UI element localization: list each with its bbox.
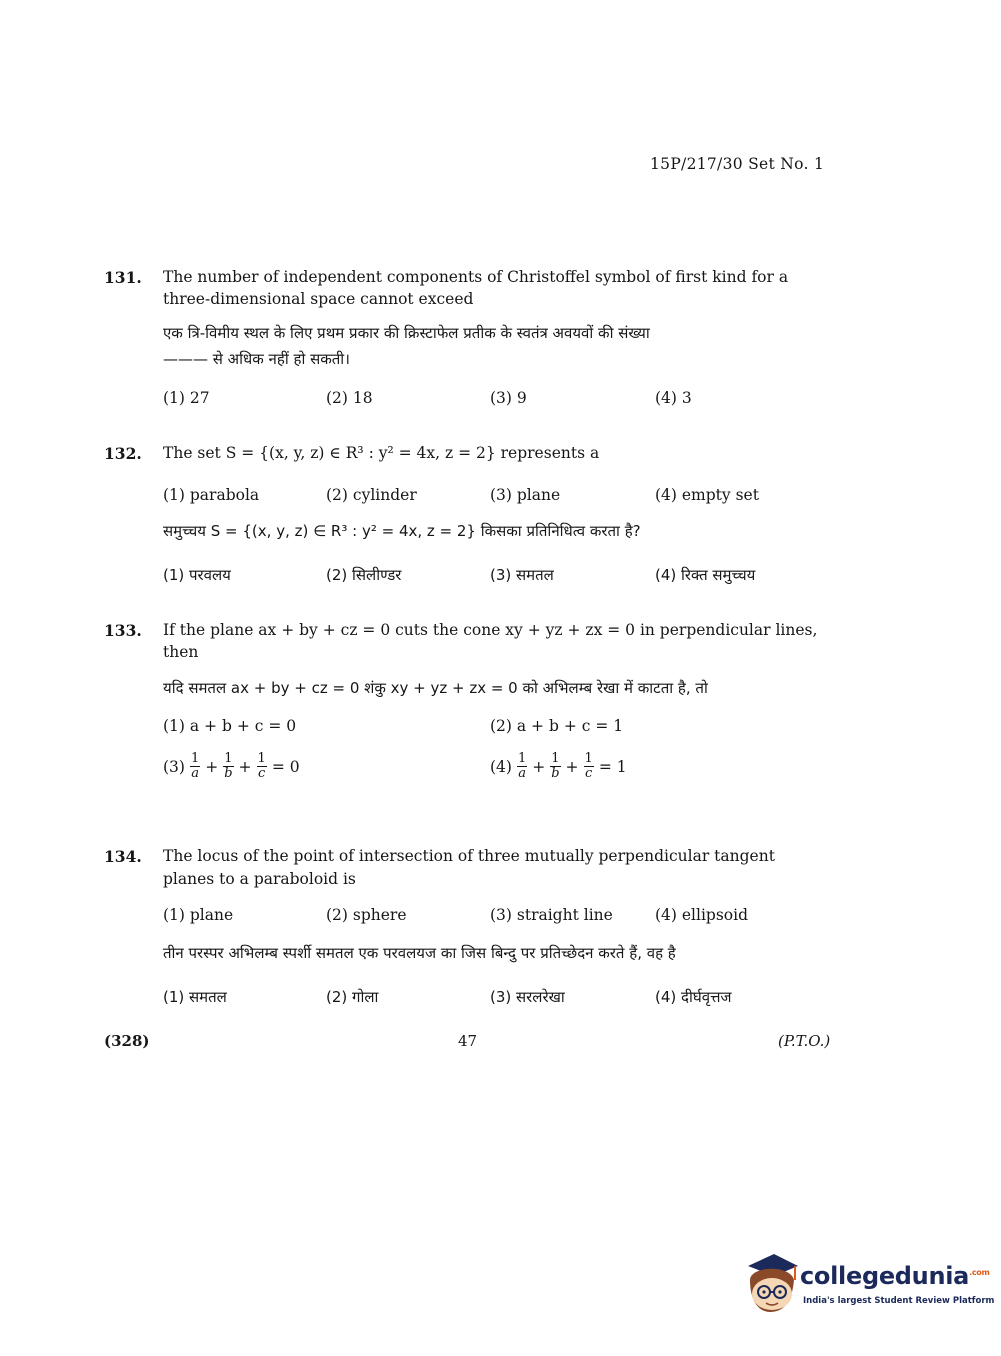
- fraction-numerator: 1: [224, 751, 233, 766]
- option-134-2: (2) sphere: [326, 906, 407, 924]
- question-131-hindi-line-1: एक त्रि-विमीय स्थल के लिए प्रथम प्रकार की क्रिस्टाफेल प्रतीक के स्वतंत्र अवयवों की संख्या: [163, 324, 650, 342]
- option-131-1: (1) 27: [163, 389, 210, 407]
- page-number: 47: [458, 1032, 478, 1050]
- question-132-text: The set S = {(x, y, z) ∈ R³ : y² = 4x, z = 2} represents a: [163, 444, 600, 462]
- question-131-text-line-2: three-dimensional space cannot exceed: [163, 290, 474, 308]
- plus-sign: +: [205, 757, 219, 776]
- plus-sign: +: [532, 757, 546, 776]
- option-134-3: (3) straight line: [490, 906, 613, 924]
- equals-one: = 1: [598, 757, 627, 776]
- question-number-134: 134.: [104, 847, 142, 866]
- question-133-text-line-1: If the plane ax + by + cz = 0 cuts the cone xy + yz + zx = 0 in perpendicular lines,: [163, 621, 818, 639]
- fraction-denominator: b: [551, 766, 560, 781]
- booklet-code: (328): [104, 1032, 150, 1050]
- question-131-text-line-1: The number of independent components of Christoffel symbol of first kind for a: [163, 268, 789, 286]
- fraction-denominator: c: [585, 766, 593, 781]
- fraction-numerator: 1: [551, 751, 560, 766]
- plus-sign: +: [238, 757, 252, 776]
- option-132-4: (4) empty set: [655, 486, 759, 504]
- option-132-2: (2) cylinder: [326, 486, 417, 504]
- fraction-1-over-c: [584, 752, 594, 781]
- option-133-4-label: (4): [490, 757, 512, 776]
- fraction-1-over-a: [517, 752, 527, 781]
- brand-text: collegedunia: [800, 1262, 970, 1290]
- fraction-numerator: 1: [190, 751, 200, 766]
- question-133-text-line-2: then: [163, 643, 199, 661]
- question-134-hindi: तीन परस्पर अभिलम्ब स्पर्शी समतल एक परवलयज का जिस बिन्दु पर प्रतिच्छेदन करते हैं, वह है: [163, 944, 676, 962]
- brand-tagline: India's largest Student Review Platform: [803, 1296, 995, 1306]
- option-132-hindi-3: (3) समतल: [490, 566, 554, 584]
- fraction-1-over-b: [223, 752, 233, 781]
- option-133-3-label: (3): [163, 757, 185, 776]
- fraction-numerator: 1: [257, 751, 266, 766]
- question-number-132: 132.: [104, 444, 142, 463]
- question-134-text-line-2: planes to a paraboloid is: [163, 870, 356, 888]
- plus-sign: +: [565, 757, 579, 776]
- option-132-3: (3) plane: [490, 486, 561, 504]
- option-132-hindi-1: (1) परवलय: [163, 566, 231, 584]
- paper-code: 15P/217/30 Set No. 1: [650, 155, 825, 173]
- question-133-hindi: यदि समतल ax + by + cz = 0 शंकु xy + yz + zx = 0 को अभिलम्ब रेखा में काटता है, तो: [163, 679, 708, 697]
- question-number-133: 133.: [104, 621, 142, 640]
- fraction-1-over-a: [190, 752, 200, 781]
- equals-zero: = 0: [271, 757, 300, 776]
- fraction-numerator: 1: [517, 751, 527, 766]
- fraction-denominator: a: [518, 766, 526, 781]
- option-133-2: (2) a + b + c = 1: [490, 717, 624, 735]
- student-mascot-icon: [740, 1250, 804, 1318]
- option-134-hindi-3: (3) सरलरेखा: [490, 988, 565, 1006]
- question-134-text-line-1: The locus of the point of intersection of three mutually perpendicular tangent: [163, 847, 775, 865]
- option-134-hindi-4: (4) दीर्घवृत्तज: [655, 988, 732, 1006]
- fraction-denominator: a: [191, 766, 199, 781]
- fraction-numerator: 1: [584, 751, 593, 766]
- option-134-4: (4) ellipsoid: [655, 906, 749, 924]
- option-131-4: (4) 3: [655, 389, 692, 407]
- question-131-hindi-line-2: ——— से अधिक नहीं हो सकती।: [163, 350, 350, 368]
- fraction-1-over-c: [257, 752, 267, 781]
- option-133-4: [490, 752, 627, 781]
- fraction-1-over-b: [550, 752, 560, 781]
- option-134-1: (1) plane: [163, 906, 234, 924]
- pto-note: (P.T.O.): [778, 1032, 831, 1050]
- fraction-denominator: c: [258, 766, 266, 781]
- option-131-2: (2) 18: [326, 389, 373, 407]
- option-131-3: (3) 9: [490, 389, 527, 407]
- fraction-denominator: b: [224, 766, 233, 781]
- option-133-3: [163, 752, 300, 781]
- question-132-hindi: समुच्चय S = {(x, y, z) ∈ R³ : y² = 4x, z = 2} किसका प्रतिनिधित्व करता है?: [163, 522, 641, 540]
- option-132-hindi-4: (4) रिक्त समुच्चय: [655, 566, 756, 584]
- option-132-hindi-2: (2) सिलीण्डर: [326, 566, 402, 584]
- brand-name: [800, 1262, 990, 1290]
- option-133-1: (1) a + b + c = 0: [163, 717, 297, 735]
- brand-domain: .com: [969, 1268, 990, 1277]
- option-132-1: (1) parabola: [163, 486, 260, 504]
- option-134-hindi-2: (2) गोला: [326, 988, 379, 1006]
- option-134-hindi-1: (1) समतल: [163, 988, 227, 1006]
- question-number-131: 131.: [104, 268, 142, 287]
